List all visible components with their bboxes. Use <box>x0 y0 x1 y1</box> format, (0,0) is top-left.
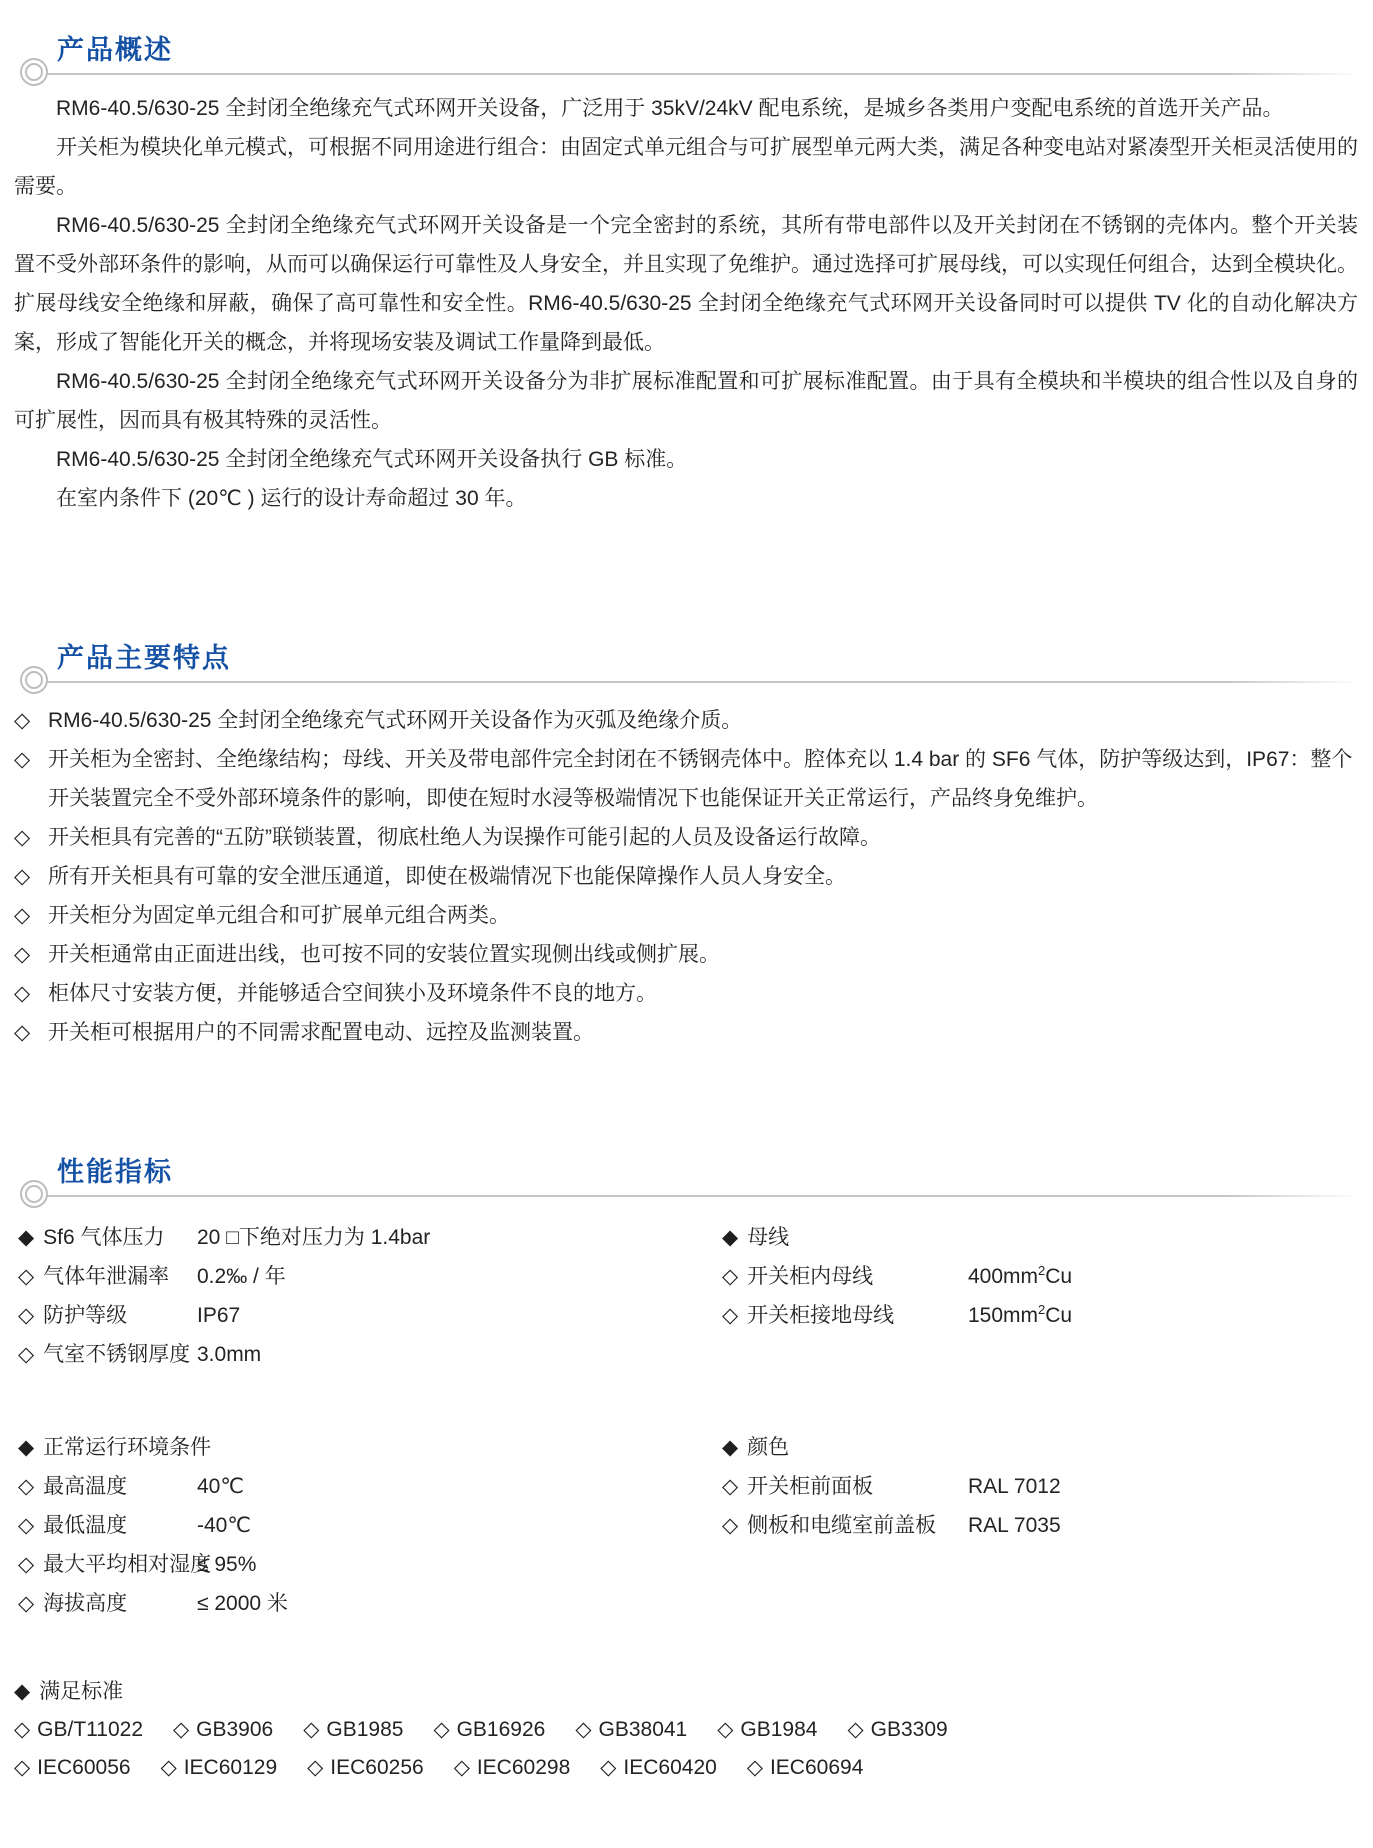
feature-text: 所有开关柜具有可靠的安全泄压通道，即使在极端情况下也能保障操作人员人身安全。 <box>48 865 846 888</box>
diamond-outline-icon: ◇ <box>14 1718 31 1741</box>
spec-value: -40℃ <box>197 1514 251 1537</box>
diamond-outline-icon: ◇ <box>453 1756 470 1779</box>
section-header-features <box>0 636 1373 698</box>
diamond-outline-icon: ◇ <box>18 1475 35 1498</box>
spec-row <box>722 1296 1362 1335</box>
spec-label: 最低温度 <box>43 1514 128 1537</box>
spec-value: 0.2‰ / 年 <box>197 1265 286 1288</box>
diamond-outline-icon: ◇ <box>722 1304 739 1327</box>
feature-text: 开关柜通常由正面进出线，也可按不同的安装位置实现侧出线或侧扩展。 <box>48 943 720 966</box>
diamond-outline-icon: ◇ <box>717 1718 734 1741</box>
diamond-outline-icon: ◇ <box>433 1718 450 1741</box>
standard-item: ◇ GB1984 <box>717 1718 818 1741</box>
paragraph: 开关柜为模块化单元模式，可根据不同用途进行组合：由固定式单元组合与可扩展型单元两大类，满足各种变电站对紧凑型开关柜灵活使用的需要。 <box>14 136 1358 198</box>
ring-icon <box>20 666 48 694</box>
diamond-outline-icon: ◇ <box>722 1514 739 1537</box>
section-title: 产品概述 <box>57 35 173 65</box>
standards-row-gb <box>14 1711 1358 1749</box>
paragraph: 在室内条件下 (20℃ ) 运行的设计寿命超过 30 年。 <box>56 487 527 510</box>
spec-group-gas <box>18 1218 618 1374</box>
spec-label: 开关柜接地母线 <box>747 1304 895 1327</box>
diamond-outline-icon: ◇ <box>14 826 31 849</box>
spec-label: 侧板和电缆室前盖板 <box>747 1514 937 1537</box>
standard-item: ◇ IEC60129 <box>160 1756 278 1779</box>
diamond-outline-icon: ◇ <box>18 1514 35 1537</box>
diamond-outline-icon: ◇ <box>600 1756 617 1779</box>
spec-row <box>18 1335 618 1374</box>
spec-value: RAL 7012 <box>968 1475 1061 1498</box>
feature-item <box>14 701 1358 740</box>
spec-group-standards <box>14 1672 1358 1787</box>
standard-item: ◇ IEC60256 <box>307 1756 424 1779</box>
header-divider-line <box>40 1195 1359 1197</box>
ring-inner-icon <box>25 1185 43 1203</box>
feature-text: 开关柜可根据用户的不同需求配置电动、远控及监测装置。 <box>48 1021 594 1044</box>
spec-row <box>722 1428 1362 1467</box>
diamond-outline-icon: ◇ <box>722 1265 739 1288</box>
spec-label: 气体年泄漏率 <box>43 1265 170 1288</box>
spec-label: 满足标准 <box>39 1680 124 1703</box>
feature-item <box>14 857 1358 896</box>
spec-label: 开关柜前面板 <box>747 1475 874 1498</box>
spec-label: 最大平均相对湿度 <box>43 1553 212 1576</box>
diamond-outline-icon: ◇ <box>14 748 31 771</box>
spec-group-color <box>722 1428 1362 1545</box>
standards-header <box>14 1672 1358 1711</box>
diamond-outline-icon: ◇ <box>746 1756 763 1779</box>
spec-group-busbar <box>722 1218 1362 1335</box>
feature-item <box>14 818 1358 857</box>
header-divider-line <box>40 681 1359 683</box>
standard-item: ◇ GB16926 <box>433 1718 546 1741</box>
spec-label: 颜色 <box>747 1436 790 1459</box>
diamond-outline-icon: ◇ <box>303 1718 320 1741</box>
spec-row <box>18 1467 618 1506</box>
standard-item: ◇ GB/T11022 <box>14 1718 143 1741</box>
spec-value: 20 □下绝对压力为 1.4bar <box>197 1226 431 1249</box>
diamond-outline-icon: ◇ <box>173 1718 190 1741</box>
feature-list <box>14 701 1358 1052</box>
diamond-outline-icon: ◇ <box>160 1756 177 1779</box>
feature-text: 开关柜具有完善的“五防”联锁装置，彻底杜绝人为误操作可能引起的人员及设备运行故障。 <box>48 826 881 849</box>
diamond-outline-icon: ◇ <box>14 982 31 1005</box>
diamond-outline-icon: ◇ <box>18 1304 35 1327</box>
section-title: 性能指标 <box>57 1157 173 1187</box>
spec-value: IP67 <box>197 1304 241 1327</box>
ring-inner-icon <box>25 63 43 81</box>
spec-value: ≤ 2000 米 <box>197 1592 288 1615</box>
diamond-outline-icon: ◇ <box>14 904 31 927</box>
feature-text: RM6-40.5/630-25 全封闭全绝缘充气式环网开关设备作为灭弧及绝缘介质。 <box>48 709 743 732</box>
spec-row <box>18 1218 618 1257</box>
spec-row <box>722 1257 1362 1296</box>
ring-icon <box>20 58 48 86</box>
paragraph: RM6-40.5/630-25 全封闭全绝缘充气式环网开关设备分为非扩展标准配置和可扩展标准配置。由于具有全模块和半模块的组合性以及自身的可扩展性，因而具有极其特殊的灵活性。 <box>14 370 1358 432</box>
spec-value: ≤ 95% <box>197 1553 257 1576</box>
spec-row <box>722 1218 1362 1257</box>
section-header-overview <box>0 28 1373 90</box>
spec-label: 海拔高度 <box>43 1592 128 1615</box>
spec-value: $400mm^2Cu$ <box>968 1263 1073 1288</box>
standard-item: ◇ IEC60056 <box>14 1756 131 1779</box>
diamond-outline-icon: ◇ <box>14 865 31 888</box>
spec-label: 开关柜内母线 <box>747 1265 874 1288</box>
feature-text: 柜体尺寸安装方便，并能够适合空间狭小及环境条件不良的地方。 <box>48 982 657 1005</box>
spec-row <box>18 1545 618 1584</box>
paragraph: RM6-40.5/630-25 全封闭全绝缘充气式环网开关设备，广泛用于 35kV/24kV 配电系统，是城乡各类用户变配电系统的首选开关产品。 <box>56 97 1284 120</box>
ring-icon <box>20 1180 48 1208</box>
diamond-outline-icon: ◇ <box>575 1718 592 1741</box>
spec-value: $150mm^2Cu$ <box>968 1302 1073 1327</box>
feature-item <box>14 935 1358 974</box>
standard-item: ◇ IEC60420 <box>600 1756 717 1779</box>
diamond-filled-icon: ◆ <box>18 1436 35 1459</box>
spec-label: 正常运行环境条件 <box>43 1436 212 1459</box>
standard-item: ◇ GB38041 <box>575 1718 688 1741</box>
header-divider-line <box>40 73 1359 75</box>
spec-label: 防护等级 <box>43 1304 128 1327</box>
spec-label: 气室不锈钢厚度 <box>43 1343 191 1366</box>
spec-row <box>18 1296 618 1335</box>
diamond-filled-icon: ◆ <box>722 1226 739 1249</box>
spec-value: 40℃ <box>197 1475 244 1498</box>
diamond-outline-icon: ◇ <box>18 1343 35 1366</box>
ring-inner-icon <box>25 671 43 689</box>
standard-item: ◇ GB3906 <box>173 1718 274 1741</box>
diamond-outline-icon: ◇ <box>14 1756 31 1779</box>
diamond-filled-icon: ◆ <box>14 1680 31 1703</box>
standards-row-iec <box>14 1749 1358 1787</box>
standard-item: ◇ GB3309 <box>847 1718 948 1741</box>
diamond-outline-icon: ◇ <box>18 1592 35 1615</box>
feature-item <box>14 740 1358 818</box>
diamond-outline-icon: ◇ <box>722 1475 739 1498</box>
diamond-outline-icon: ◇ <box>847 1718 864 1741</box>
diamond-outline-icon: ◇ <box>14 1021 31 1044</box>
diamond-outline-icon: ◇ <box>14 943 31 966</box>
diamond-outline-icon: ◇ <box>18 1265 35 1288</box>
spec-label: 最高温度 <box>43 1475 128 1498</box>
paragraph: RM6-40.5/630-25 全封闭全绝缘充气式环网开关设备执行 GB 标准。 <box>56 448 688 471</box>
feature-item <box>14 896 1358 935</box>
overview-paragraphs <box>14 89 1358 518</box>
standard-item: ◇ GB1985 <box>303 1718 404 1741</box>
paragraph: RM6-40.5/630-25 全封闭全绝缘充气式环网开关设备是一个完全密封的系统，其所有带电部件以及开关封闭在不锈钢的壳体内。整个开关装置不受外部环条件的影响，从而可以确保运行可靠性及人身安全，并且实现了免维护。通过选择可扩展母线，可以实现任何组合，达到全模块化。扩展母线安全绝缘和屏蔽，确保了高可靠性和安全性。RM6-40.5/630-25 全封闭全绝缘充气式环网开关设备同时可以提供 TV 化的自动化解决方案，形成了智能化开关的概念，并将现场安装及调试工作量降到最低。 <box>14 214 1358 354</box>
spec-value: RAL 7035 <box>968 1514 1061 1537</box>
spec-row <box>18 1584 618 1623</box>
diamond-outline-icon: ◇ <box>14 709 31 732</box>
feature-item <box>14 974 1358 1013</box>
spec-label: 母线 <box>747 1226 790 1249</box>
diamond-filled-icon: ◆ <box>18 1226 35 1249</box>
diamond-filled-icon: ◆ <box>722 1436 739 1459</box>
section-header-performance <box>0 1150 1373 1212</box>
spec-value: 3.0mm <box>197 1343 262 1366</box>
spec-group-environment <box>18 1428 618 1623</box>
standard-item: ◇ IEC60298 <box>453 1756 571 1779</box>
spec-row <box>18 1257 618 1296</box>
diamond-outline-icon: ◇ <box>18 1553 35 1576</box>
feature-text: 开关柜为全密封、全绝缘结构；母线、开关及带电部件完全封闭在不锈钢壳体中。腔体充以 1.4 bar 的 SF6 气体，防护等级达到，IP67：整个开关装置完全不受外部环境条件的影响，即使在短时水浸等极端情况下也能保证开关正常运行，产品终身免维护。 <box>48 748 1353 810</box>
standard-item: ◇ IEC60694 <box>746 1756 864 1779</box>
feature-item <box>14 1013 1358 1052</box>
spec-row <box>722 1467 1362 1506</box>
feature-text: 开关柜分为固定单元组合和可扩展单元组合两类。 <box>48 904 510 927</box>
section-title: 产品主要特点 <box>57 643 231 673</box>
spec-row <box>18 1428 618 1467</box>
spec-row <box>722 1506 1362 1545</box>
spec-row <box>18 1506 618 1545</box>
spec-label: Sf6 气体压力 <box>43 1226 165 1249</box>
diamond-outline-icon: ◇ <box>307 1756 324 1779</box>
